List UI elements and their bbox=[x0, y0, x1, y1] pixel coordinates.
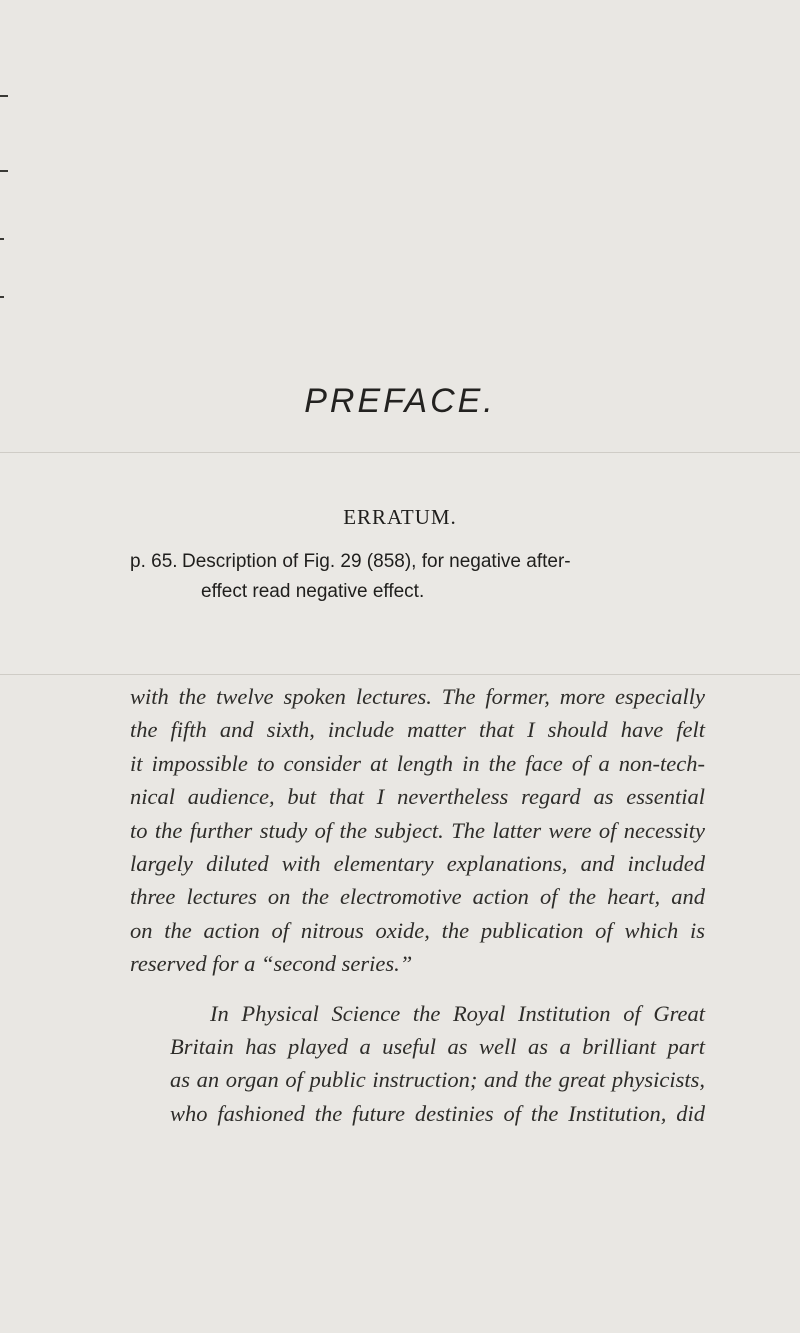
text-line-content: In Physical Science the Royal Institution of Great bbox=[210, 1000, 705, 1026]
erratum-line-2: effect read negative effect. bbox=[201, 581, 425, 602]
text-line: the fifth and sixth, include matter that I should have felt bbox=[130, 717, 705, 743]
paragraph-2 bbox=[130, 997, 705, 1131]
slip-bottom-edge bbox=[0, 674, 800, 675]
page-title: PREFACE. bbox=[304, 382, 496, 420]
erratum-heading: ERRATUM. bbox=[343, 505, 457, 529]
erratum-text bbox=[130, 547, 690, 607]
text-line: on the action of nitrous oxide, the publication of which is bbox=[130, 917, 705, 943]
text-line: with the twelve spoken lectures. The former, more especially bbox=[130, 684, 705, 709]
text-line: reserved for a “second series.” bbox=[130, 951, 413, 977]
slip-top-edge bbox=[0, 452, 800, 453]
erratum-page-reference: p. 65. bbox=[130, 551, 178, 572]
paragraph-1 bbox=[130, 680, 705, 981]
erratum-line-1: Description of Fig. 29 (858), for negative after- bbox=[182, 551, 571, 572]
text-line: largely diluted with elementary explanations, and included bbox=[130, 851, 705, 877]
text-line: Britain has played a useful as well as a brilliant part bbox=[170, 1034, 705, 1060]
page-edge-mark bbox=[0, 95, 8, 97]
preface-body bbox=[130, 680, 705, 1130]
text-line: as an organ of public instruction; and the great physicists, bbox=[170, 1067, 705, 1093]
text-line: it impossible to consider at length in the face of a non-tech- bbox=[130, 750, 705, 776]
text-line: who fashioned the future destinies of the Institution, did bbox=[170, 1100, 705, 1126]
text-line: to the further study of the subject. The latter were of necessity bbox=[130, 817, 705, 843]
text-line bbox=[130, 997, 705, 1030]
page-edge-mark bbox=[0, 238, 4, 240]
text-line: three lectures on the electromotive action of the heart, and bbox=[130, 884, 705, 910]
text-line: nical audience, but that I nevertheless regard as essential bbox=[130, 784, 705, 810]
page-edge-mark bbox=[0, 296, 4, 298]
page-edge-mark bbox=[0, 170, 8, 172]
